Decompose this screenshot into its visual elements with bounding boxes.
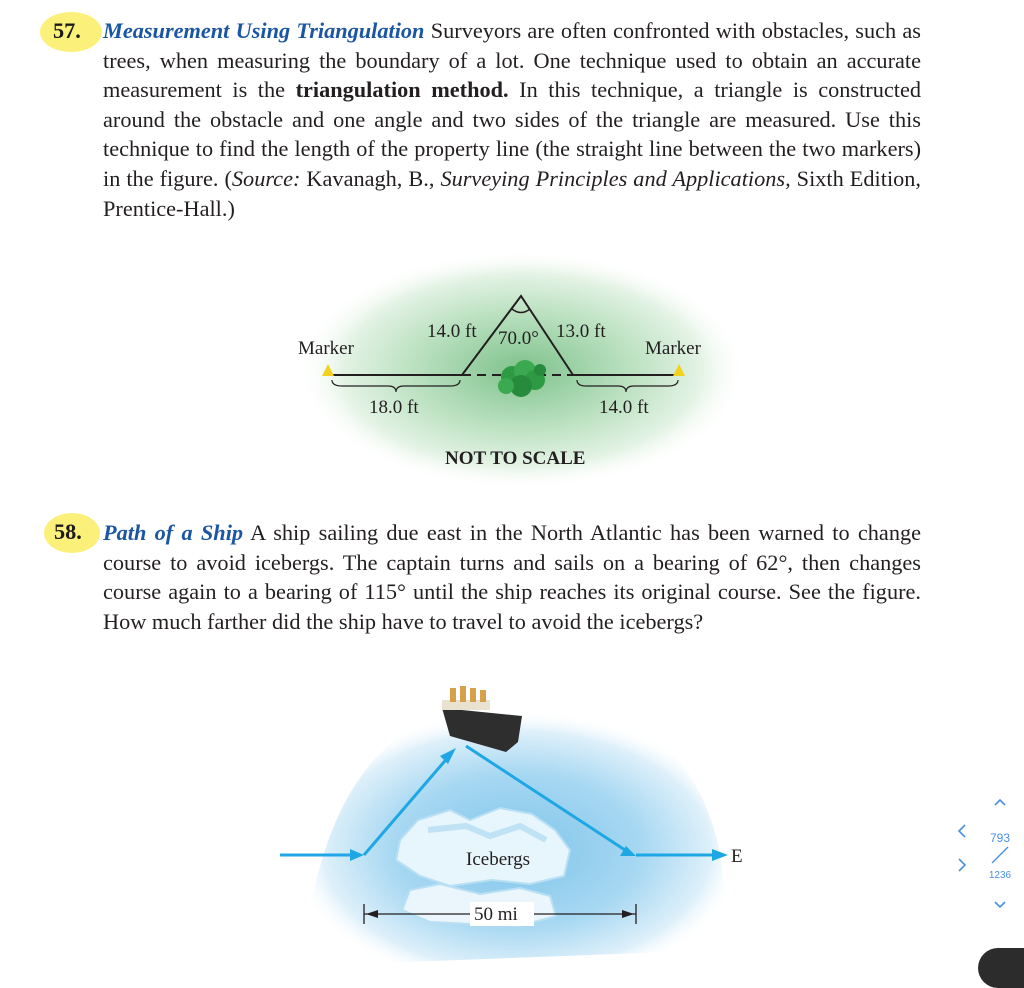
- problem-58-body: A ship sailing due east in the North Atlantic has been warned to change course to avoid icebergs. The captain turns and sails on a bearing of 62°, then changes course again to a bearing of 115° until the ship reaches its original course. See the figure. How much farther did the ship have to travel to avoid the icebergs?: [103, 520, 922, 634]
- marker-left-label: Marker: [298, 338, 354, 359]
- page-down-chevron-icon[interactable]: [992, 899, 1008, 911]
- not-to-scale-caption: NOT TO SCALE: [445, 448, 586, 469]
- base-left-label: 18.0 ft: [369, 397, 419, 418]
- page-up-chevron-icon[interactable]: [992, 796, 1008, 808]
- page-separator-icon: [988, 845, 1012, 865]
- problem-57-body-a: Surveyors are often confronted with obstacles, such as trees, when measuring the boundary of a lot. One technique used to obtain an accurate measurement is the: [103, 18, 921, 103]
- problem-58-text: [103, 518, 921, 636]
- source-author: Kavanagh, B.,: [300, 165, 441, 191]
- current-page[interactable]: 793: [989, 831, 1011, 845]
- side-right-label: 13.0 ft: [556, 321, 606, 342]
- problem-57-number: 57.: [53, 18, 81, 43]
- icebergs-label: Icebergs: [466, 849, 531, 870]
- problem-57-text: [103, 16, 921, 223]
- triangulation-figure: [250, 240, 770, 490]
- distance-label: 50 mi: [474, 904, 518, 925]
- angle-label: 70.0°: [498, 328, 539, 349]
- triangulation-term: triangulation method.: [295, 77, 509, 103]
- ship-path-figure: [270, 680, 770, 965]
- base-right-label: 14.0 ft: [599, 397, 649, 418]
- problem-57-body-b: In this technique, a triangle is constructed around the obstacle and one angle and two sides of the triangle are measured. Use this technique to find the length of the property line (the straight line between the two markers) in the figure. (: [103, 77, 921, 191]
- side-left-label: 14.0 ft: [427, 321, 477, 342]
- problem-58-title: Path of a Ship: [103, 520, 244, 545]
- east-label: E: [731, 846, 743, 867]
- problem-58-number: 58.: [54, 519, 82, 544]
- problem-57-title: Measurement Using Triangulation: [103, 18, 425, 43]
- previous-page-chevron-icon[interactable]: [957, 824, 967, 838]
- marker-right-label: Marker: [645, 338, 701, 359]
- total-pages: 1236: [988, 870, 1012, 881]
- source-label: Source:: [231, 165, 301, 191]
- page-navigator: [980, 795, 1020, 916]
- source-book: Surveying Principles and Applications,: [440, 165, 791, 191]
- floating-action-button[interactable]: [978, 948, 1024, 988]
- next-page-chevron-icon[interactable]: [957, 858, 967, 872]
- source-rest: Sixth Edition, Prentice-Hall.): [103, 165, 922, 221]
